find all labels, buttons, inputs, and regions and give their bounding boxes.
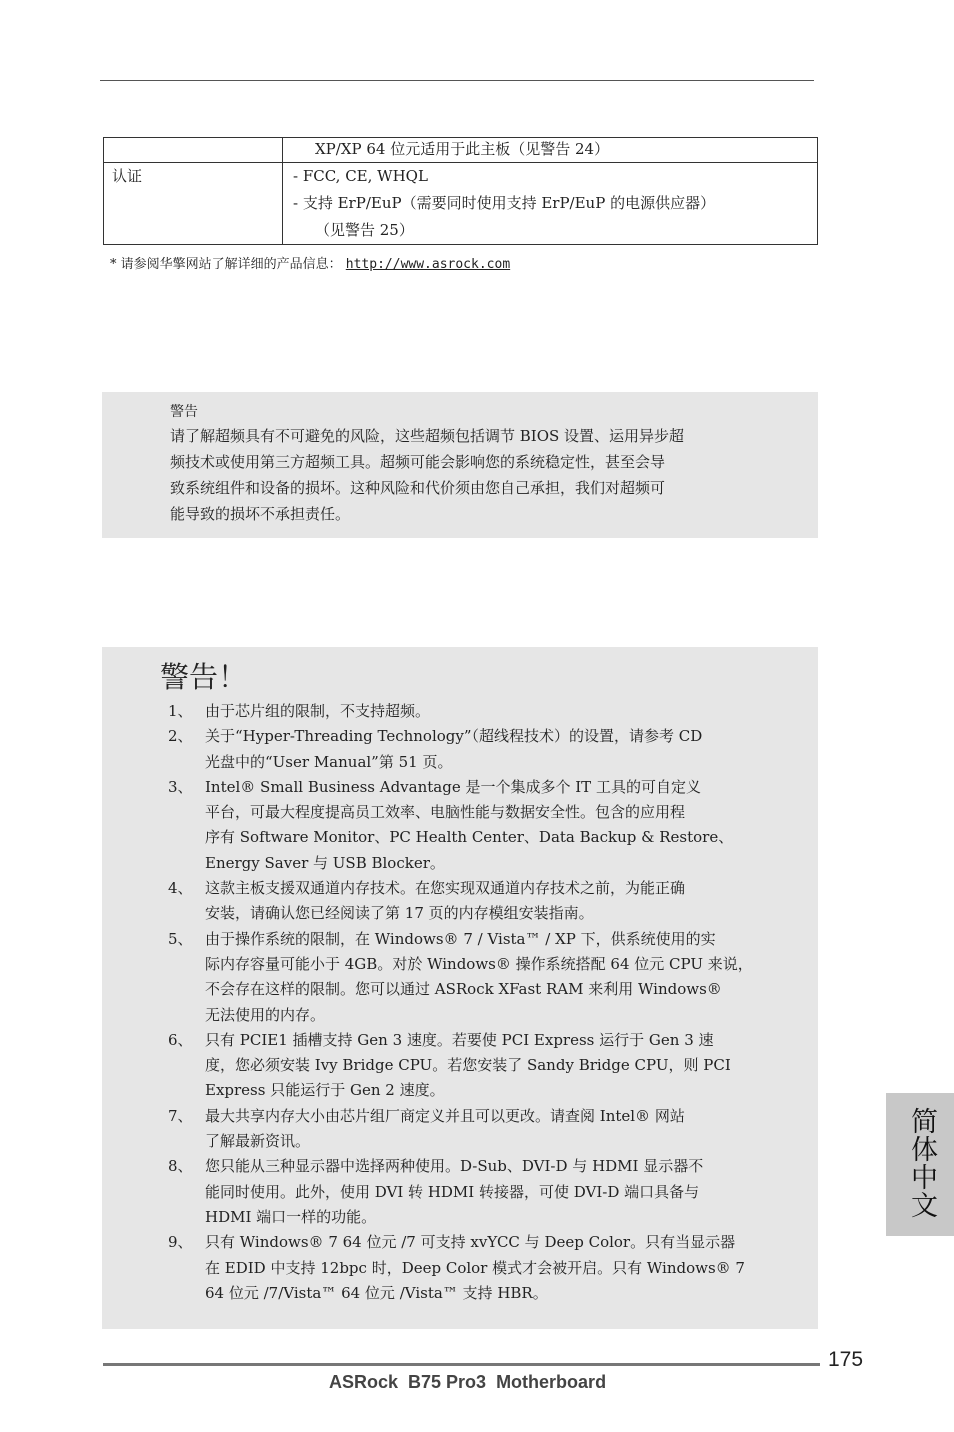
spec-table — [103, 137, 818, 245]
footer-title: ASRock B75 Pro3 Motherboard — [329, 1372, 607, 1392]
warning-item-line: 关于“Hyper-Threading Technology”（超线程技术）的设置，请参考 CD — [205, 727, 703, 746]
cert-line: - FCC, CE, WHQL — [293, 167, 428, 185]
cert-line: （见警告 25） — [315, 221, 414, 239]
cert-line: - 支持 ErP/EuP（需要同时使用支持 ErP/EuP 的电源供应器） — [293, 194, 716, 212]
warning-item-line: 序有 Software Monitor、PC Health Center、Data Backup & Restore、 — [205, 828, 734, 847]
warning-item — [168, 927, 758, 1028]
warning-item-line: 了解最新资讯。 — [205, 1132, 311, 1151]
warning-line: 能导致的损坏不承担责任。 — [170, 505, 351, 523]
warning-item-number: 6、 — [168, 1030, 193, 1049]
warning-line: 频技术或使用第三方超频工具。超频可能会影响您的系统稳定性，甚至会导 — [170, 453, 666, 471]
warning-item — [168, 1154, 758, 1230]
warning-line: 致系统组件和设备的损坏。这种风险和代价须由您自己承担，我们对超频可 — [170, 479, 666, 497]
top-rule — [100, 80, 814, 81]
warning-item — [168, 724, 758, 775]
bottom-rule — [103, 1363, 820, 1366]
warning-item-line: 光盘中的“User Manual”第 51 页。 — [205, 752, 453, 771]
asrock-website-link[interactable]: http://www.asrock.com — [345, 257, 511, 272]
warning-item-line: 只有 PCIE1 插槽支持 Gen 3 速度。若要使 PCI Express 运行于 Gen 3 速 — [205, 1030, 714, 1049]
footnote-text: * 请参阅华擎网站了解详细的产品信息： — [110, 257, 342, 272]
warning-item-line: 能同时使用。此外，使用 DVI 转 HDMI 转接器，可使 DVI-D 端口具备与 — [205, 1182, 700, 1201]
warning-item-line: HDMI 端口一样的功能。 — [205, 1207, 377, 1226]
warning-item-number: 7、 — [168, 1106, 193, 1125]
warning-item-line: 由于芯片组的限制，不支持超频。 — [205, 702, 431, 720]
footnote — [110, 253, 510, 272]
warning-item-line: Express 只能运行于 Gen 2 速度。 — [205, 1081, 445, 1100]
overclock-warning-body — [170, 423, 750, 527]
warning-item-line: 最大共享内存大小由芯片组厂商定义并且可以更改。请查阅 Intel® 网站 — [205, 1106, 685, 1125]
notes-warning-box — [102, 647, 818, 1329]
warning-item-number: 8、 — [168, 1157, 193, 1176]
os-support-value: XP/XP 64 位元适用于此主板（见警告 24） — [315, 140, 610, 158]
warning-item — [168, 1104, 758, 1155]
table-cell-empty — [104, 138, 283, 163]
overclock-warning-box — [102, 392, 818, 538]
warning-item-number: 1、 — [168, 702, 193, 720]
table-row — [104, 163, 818, 245]
warning-item — [168, 1028, 758, 1104]
warning-item-line: 这款主板支援双通道内存技术。在您实现双通道内存技术之前，为能正确 — [205, 879, 686, 898]
warning-item-line: 不会存在这样的限制。您可以通过 ASRock XFast RAM 来利用 Windows® — [205, 980, 722, 999]
warning-list — [168, 699, 758, 1306]
warning-item-line: Energy Saver 与 USB Blocker。 — [205, 853, 445, 872]
warning-item-line: 平台，可最大程度提高员工效率、电脑性能与数据安全性。包含的应用程 — [205, 803, 686, 822]
warning-item-line: 只有 Windows® 7 64 位元 /7 可支持 xvYCC 与 Deep Color。只有当显示器 — [205, 1233, 736, 1252]
warning-item-line: 在 EDID 中支持 12bpc 时，Deep Color 模式才会被开启。只有 Windows® 7 — [205, 1258, 745, 1277]
page-number: 175 — [828, 1348, 864, 1371]
warning-item-number: 3、 — [168, 777, 193, 796]
cert-values — [283, 163, 818, 245]
notes-warning-title: 警告！ — [160, 660, 248, 694]
table-cell — [283, 138, 818, 163]
warning-item-line: 您只能从三种显示器中选择两种使用。D-Sub、DVI-D 与 HDMI 显示器不 — [205, 1157, 704, 1176]
warning-item-line: Intel® Small Business Advantage 是一个集成多个 IT 工具的可自定义 — [205, 777, 701, 796]
warning-item-number: 2、 — [168, 727, 193, 746]
warning-item — [168, 699, 758, 724]
cert-label: 认证 — [104, 163, 283, 245]
warning-item-line: 际内存容量可能小于 4GB。对於 Windows® 操作系统搭配 64 位元 CPU 来说， — [205, 954, 753, 973]
warning-item-line: 由于操作系统的限制，在 Windows® 7 / Vista™ / XP 下，供系统使用的实 — [205, 929, 716, 948]
warning-item-line: 无法使用的内存。 — [205, 1005, 326, 1024]
warning-item-line: 度，您必须安装 Ivy Bridge CPU。若您安装了 Sandy Bridge CPU，则 PCI — [205, 1056, 731, 1075]
warning-item — [168, 775, 758, 876]
warning-item-number: 4、 — [168, 879, 193, 898]
warning-item-number: 5、 — [168, 929, 193, 948]
warning-item-line: 64 位元 /7/Vista™ 64 位元 /Vista™ 支持 HBR。 — [205, 1283, 548, 1302]
warning-item-number: 9、 — [168, 1233, 193, 1252]
table-row — [104, 138, 818, 163]
warning-item — [168, 1230, 758, 1306]
warning-item — [168, 876, 758, 927]
warning-line: 请了解超频具有不可避免的风险，这些超频包括调节 BIOS 设置、运用异步超 — [170, 427, 685, 445]
warning-item-line: 安装，请确认您已经阅读了第 17 页的内存模组安装指南。 — [205, 904, 594, 923]
language-tab-label: 简体中文 — [906, 1107, 937, 1219]
overclock-warning-title: 警告 — [170, 404, 198, 420]
language-tab — [886, 1093, 954, 1236]
